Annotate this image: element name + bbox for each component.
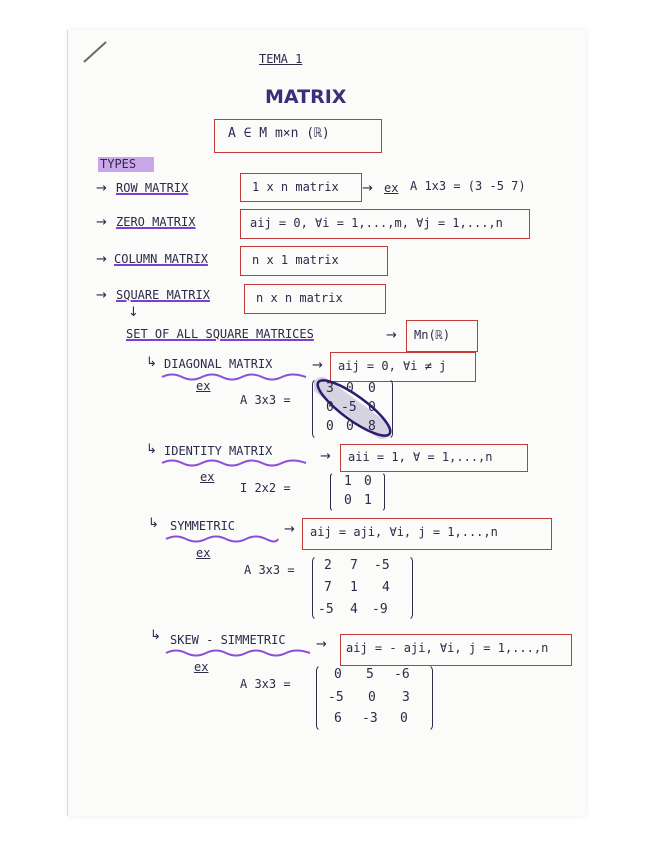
set-all-def: Mn(ℝ) [414,328,451,342]
diagonal-matrix-cell: -5 [341,400,357,415]
zero-matrix-label: ZERO MATRIX [116,215,196,229]
return-arrow-icon: ↳ [146,442,157,457]
symmetric-matrix-cell: 2 [324,558,332,573]
matrix-bracket-right [398,555,413,621]
symmetric-ex-label: ex [196,546,211,560]
symmetric-matrix-cell: 7 [350,558,358,573]
symmetric-matrix-cell: -9 [372,602,388,617]
identity-matrix-cell: 1 [364,493,372,508]
diagonal-ex-label: ex [196,379,211,393]
arrow-icon: → [96,181,107,196]
row-example: A 1x3 = (3 -5 7) [410,179,526,193]
matrix-bracket-left [330,472,343,512]
tema-label: TEMA 1 [259,52,303,66]
arrow-icon: → [96,215,107,230]
arrow-icon: → [96,252,107,267]
diagonal-matrix-cell: 0 [346,381,354,396]
arrow-icon: → [284,522,295,537]
identity-matrix-cell: 1 [344,474,352,489]
symmetric-matrix-cell: 7 [324,580,332,595]
symmetric-label: SYMMETRIC [170,519,236,533]
skew-underline [164,648,314,658]
skew-matrix-cell: -5 [328,690,344,705]
identity-matrix-name: I 2x2 = [240,481,291,495]
arrow-icon: → [362,181,373,196]
arrow-icon: → [316,637,327,652]
identity-def: aii = 1, ∀ = 1,...,n [348,450,493,464]
skew-matrix-cell: 6 [334,711,342,726]
diagonal-matrix-cell: 3 [326,381,334,396]
skew-matrix-cell: 0 [368,690,376,705]
arrow-icon: → [320,449,331,464]
identity-matrix-cell: 0 [364,474,372,489]
identity-matrix-cell: 0 [344,493,352,508]
symmetric-matrix-cell: 4 [382,580,390,595]
row-matrix-label: ROW MATRIX [116,181,189,195]
row-ex-label: ex [384,181,399,195]
identity-underline [160,458,310,468]
symmetric-def: aij = aji, ∀i, j = 1,...,n [310,525,498,539]
skew-label: SKEW - SIMMETRIC [170,633,286,647]
diagonal-matrix-name: A 3x3 = [240,393,291,407]
diagonal-matrix-cell: 0 [326,400,334,415]
column-matrix-def: n x 1 matrix [252,253,339,267]
diagonal-matrix-cell: 0 [326,419,334,434]
matrix-bracket-right [378,378,393,440]
square-matrix-def: n x n matrix [256,291,343,305]
symmetric-matrix-cell: 4 [350,602,358,617]
diagonal-matrix-cell: 0 [368,381,376,396]
return-arrow-icon: ↳ [150,628,161,643]
symmetric-matrix-cell: -5 [318,602,334,617]
skew-matrix-cell: 0 [400,711,408,726]
matrix-bracket-right [418,664,433,732]
skew-matrix-cell: -3 [362,711,378,726]
symmetric-matrix-cell: 1 [350,580,358,595]
square-matrix-label: SQUARE MATRIX [116,288,210,302]
skew-matrix-cell: -6 [394,667,410,682]
arrow-icon: → [312,358,323,373]
skew-matrix-name: A 3x3 = [240,677,291,691]
diagonal-matrix-cell: 0 [346,419,354,434]
skew-def: aij = - aji, ∀i, j = 1,...,n [346,641,549,655]
pencil-mark [80,38,110,66]
arrow-icon: → [96,288,107,303]
set-all-label: SET OF ALL SQUARE MATRICES [126,327,314,341]
arrow-icon: → [386,328,397,343]
skew-ex-label: ex [194,660,209,674]
set-definition: A ∈ M m×n (ℝ) [228,126,330,141]
symmetric-matrix-cell: -5 [374,558,390,573]
skew-matrix-cell: 3 [402,690,410,705]
identity-label: IDENTITY MATRIX [164,444,273,458]
symmetric-underline [164,534,280,544]
diagonal-matrix-cell: 8 [368,419,376,434]
diagonal-def: aij = 0, ∀i ≠ j [338,359,447,373]
identity-ex-label: ex [200,470,215,484]
types-label: TYPES [100,157,137,171]
down-arrow-icon: ↓ [128,305,139,320]
row-matrix-def: 1 x n matrix [252,180,339,194]
skew-matrix-cell: 0 [334,667,342,682]
symmetric-matrix-name: A 3x3 = [244,563,295,577]
return-arrow-icon: ↳ [148,516,159,531]
zero-matrix-def: aij = 0, ∀i = 1,...,m, ∀j = 1,...,n [250,216,503,230]
return-arrow-icon: ↳ [146,355,157,370]
matrix-bracket-left [312,378,327,440]
diagonal-underline [160,372,310,382]
matrix-bracket-right [372,472,385,512]
diagonal-matrix-cell: 0 [368,400,376,415]
skew-matrix-cell: 5 [366,667,374,682]
column-matrix-label: COLUMN MATRIX [114,252,208,266]
page-title: MATRIX [265,86,347,108]
diagonal-label: DIAGONAL MATRIX [164,357,273,371]
